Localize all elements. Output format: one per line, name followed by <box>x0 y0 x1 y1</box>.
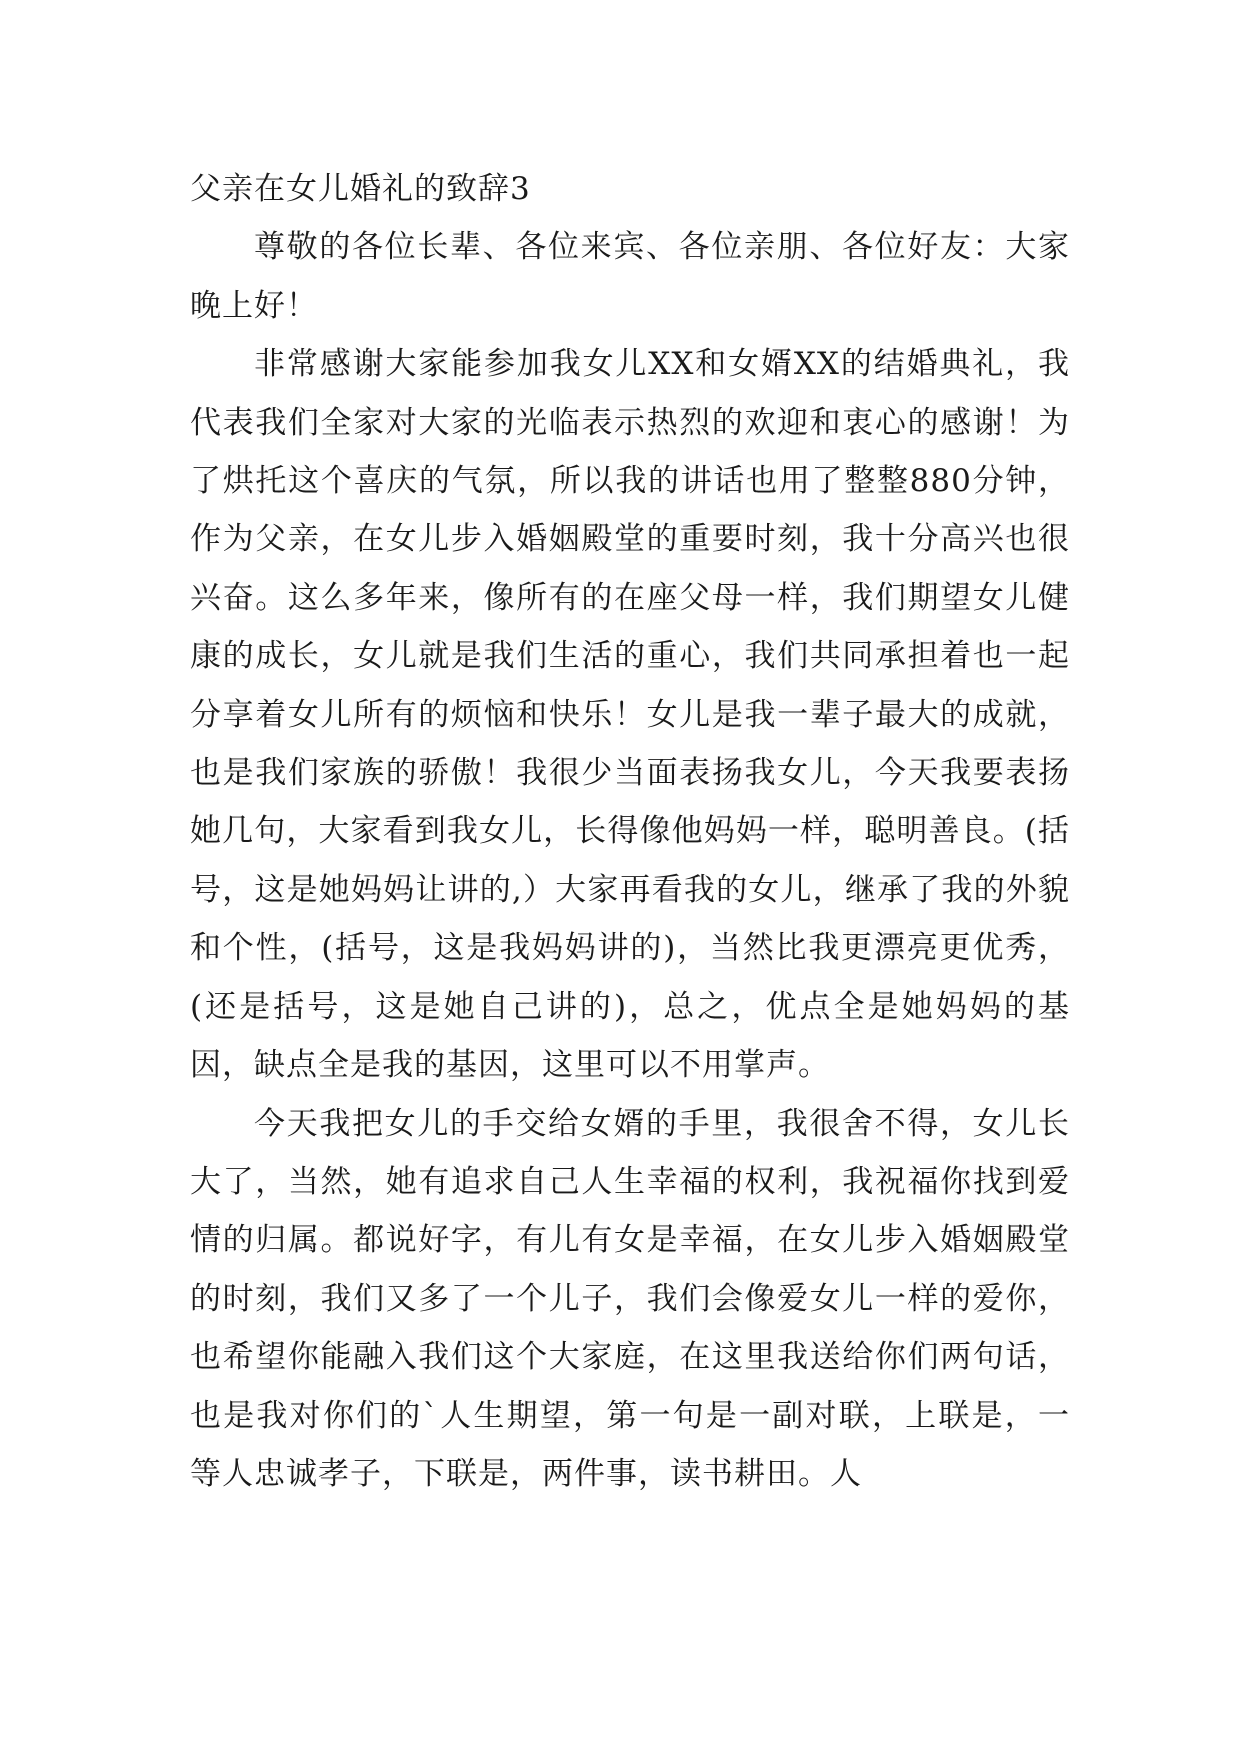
document-title: 父亲在女儿婚礼的致辞3 <box>190 171 531 207</box>
paragraph-thanks: 非常感谢大家能参加我女儿XX和女婿XX的结婚典礼，我代表我们全家对大家的光临表示热烈的欢迎和衷心的感谢！为了烘托这个喜庆的气氛，所以我的讲话也用了整整880分钟，作为父亲，在女儿步入婚姻殿堂的重要时刻，我十分高兴也很兴奋。这么多年来，像所有的在座父母一样，我们期望女儿健康的成长，女儿就是我们生活的重心，我们共同承担着也一起分享着女儿所有的烦恼和快乐！女儿是我一辈子最大的成就，也是我们家族的骄傲！我很少当面表扬我女儿，今天我要表扬她几句，大家看到我女儿，长得像他妈妈一样，聪明善良。(括号，这是她妈妈让讲的,）大家再看我的女儿，继承了我的外貌和个性，(括号，这是我妈妈讲的)，当然比我更漂亮更优秀，(还是括号，这是她自己讲的)，总之，优点全是她妈妈的基因，缺点全是我的基因，这里可以不用掌声。 <box>190 346 1070 1084</box>
paragraph-greeting: 尊敬的各位长辈、各位来宾、各位亲朋、各位好友：大家晚上好！ <box>190 229 1070 324</box>
paragraph-blessing: 今天我把女儿的手交给女婿的手里，我很舍不得，女儿长大了，当然，她有追求自己人生幸福的权利，我祝福你找到爱情的归属。都说好字，有儿有女是幸福，在女儿步入婚姻殿堂的时刻，我们又多了一个儿子，我们会像爱女儿一样的爱你，也希望你能融入我们这个大家庭，在这里我送给你们两句话，也是我对你们的`人生期望，第一句是一副对联，上联是，一等人忠诚孝子，下联是，两件事，读书耕田。人 <box>190 1105 1070 1492</box>
document-body <box>190 160 1070 1503</box>
